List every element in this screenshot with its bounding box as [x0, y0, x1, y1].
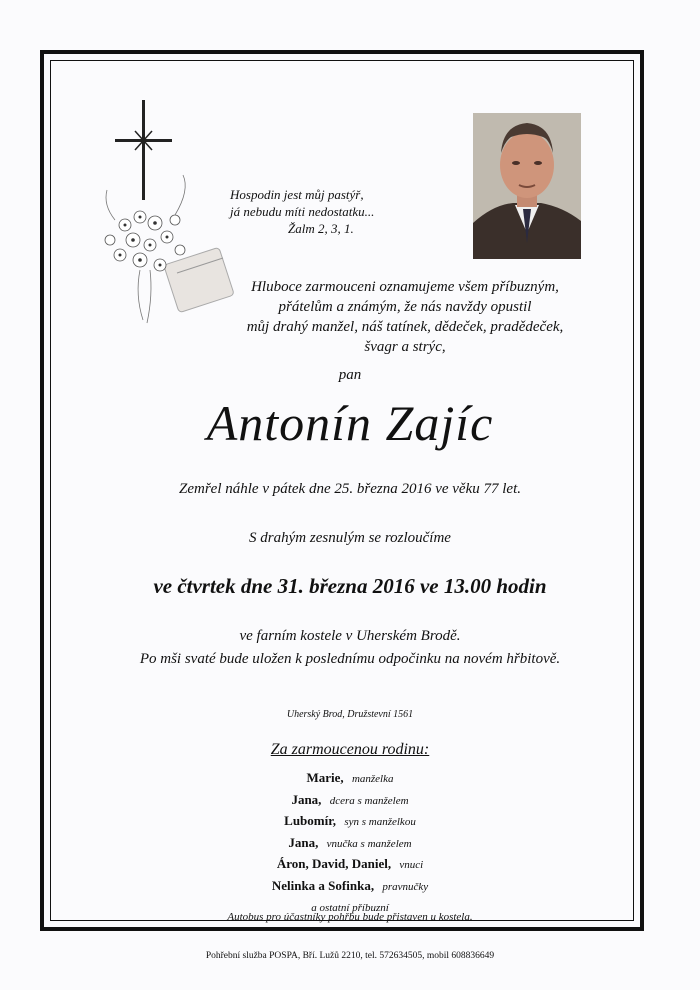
bus-note: Autobus pro účastníky pohřbu bude přistaven u kostela. — [227, 911, 473, 923]
psalm-quote — [230, 186, 450, 237]
funeral-service-footer: Pohřební služba POSPA, Bří. Lužů 2210, tel. 572634505, mobil 608836649 — [205, 951, 495, 961]
family-heading: Za zarmoucenou rodinu: — [270, 741, 430, 758]
ceremony-datetime: ve čtvrtek dne 31. března 2016 ve 13.00 hodin — [153, 574, 547, 598]
family-member: Jana, vnučka s manželem — [288, 834, 412, 850]
death-notice: Zemřel náhle v pátek dne 25. března 2016 ve věku 77 let. — [179, 481, 521, 497]
announcement-line-4: švagr a strýc, — [364, 339, 446, 355]
psalm-line-2: já nebudu míti nedostatku... — [230, 204, 375, 219]
announcement-text — [215, 277, 595, 357]
family-member: Áron, David, Daniel, vnuci — [276, 856, 424, 871]
portrait-photo — [473, 113, 581, 259]
announcement-line-2: přátelům a známým, že nás navždy opustil — [278, 299, 532, 315]
psalm-line-3: Žalm 2, 3, 1. — [288, 221, 354, 236]
title-pan: pan — [338, 367, 362, 383]
family-address: Uherský Brod, Družstevní 1561 — [286, 709, 414, 720]
cross-flowers-decoration — [95, 95, 235, 330]
family-member: Lubomír, syn s manželkou — [284, 813, 416, 828]
farewell-line: S drahým zesnulým se rozloučíme — [249, 530, 451, 546]
announcement-line-3: můj drahý manžel, náš tatínek, dědeček, pradědeček, — [246, 319, 564, 335]
deceased-name: Antonín Zajíc — [206, 395, 494, 451]
family-member: Nelinka a Sofinka, pravnučky — [271, 877, 429, 893]
family-list — [0, 768, 700, 919]
ceremony-place: ve farním kostele v Uherském Brodě. — [239, 628, 461, 644]
psalm-line-1: Hospodin jest můj pastýř, — [230, 187, 364, 202]
burial-place: Po mši svaté bude uložen k poslednímu odpočinku na novém hřbitově. — [139, 651, 561, 667]
family-member: a ostatní příbuzní — [311, 902, 389, 914]
family-member: Jana, dcera s manželem — [291, 791, 409, 807]
cross-icon — [115, 100, 172, 200]
announcement-line-1: Hluboce zarmouceni oznamujeme všem příbuzným, — [251, 279, 559, 295]
family-member: Marie, manželka — [306, 770, 394, 785]
